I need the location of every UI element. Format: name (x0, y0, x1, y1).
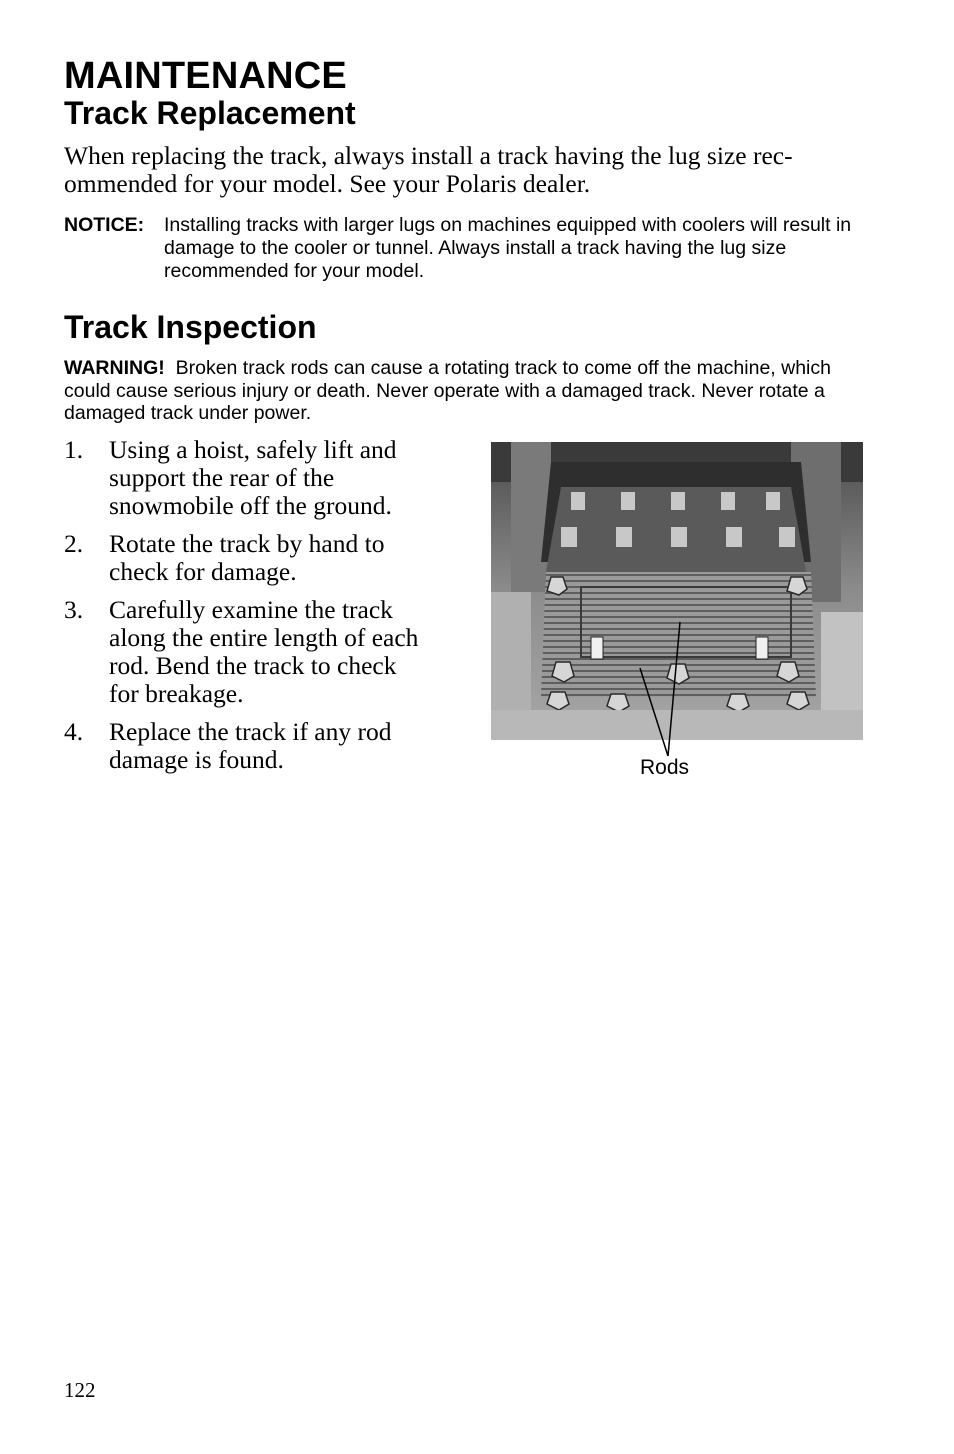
warning-text: Broken track rods can cause a rotating track to come off the machine, which could cause serious injury or death. Never operate with a damaged track. Never rotate a damaged track under power. (64, 357, 831, 424)
step-number: 1. (64, 435, 84, 464)
step-number: 2. (64, 529, 84, 558)
track-replacement-heading: Track Replacement (64, 95, 356, 131)
page-number: 122 (64, 1378, 96, 1402)
track-photo (491, 442, 863, 740)
track-replacement-paragraph: When replacing the track, always install a track having the lug size rec- ommended for your model. See your Polaris dealer. (64, 141, 793, 198)
section-title: MAINTENANCE (64, 55, 347, 97)
list-item (64, 436, 424, 520)
notice-label: NOTICE: (64, 214, 145, 236)
step-text: Using a hoist, safely lift and support the rear of the snowmobile off the ground. (109, 435, 397, 520)
list-item (64, 718, 424, 774)
step-text: Carefully examine the track along the entire length of each rod. Bend the track to check for breakage. (109, 595, 419, 708)
track-inspection-heading: Track Inspection (64, 309, 317, 345)
notice-block (64, 214, 864, 283)
step-text: Replace the track if any rod damage is found. (109, 717, 392, 774)
list-item (64, 530, 424, 586)
rods-callout-label: Rods (640, 756, 690, 779)
step-text: Rotate the track by hand to check for damage. (109, 529, 385, 586)
inspection-steps-list (64, 436, 424, 784)
warning-label: WARNING! (64, 357, 165, 379)
step-number: 3. (64, 595, 84, 624)
warning-block (64, 357, 864, 425)
notice-text: Installing tracks with larger lugs on machines equipped with coolers will result in damage to the cooler or tunnel. Always install a track having the lug size recommended for your model. (164, 214, 852, 282)
step-number: 4. (64, 717, 84, 746)
list-item (64, 596, 424, 708)
